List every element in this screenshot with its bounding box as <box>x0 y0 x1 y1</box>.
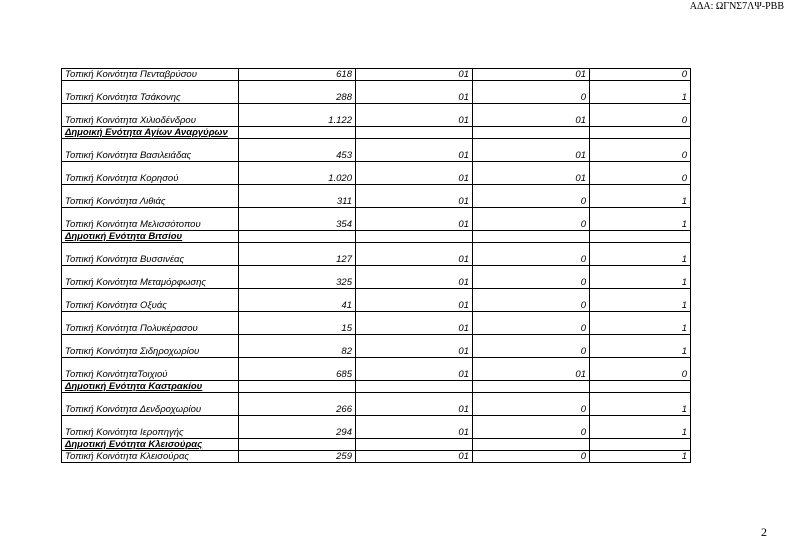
value-cell-5: 1 <box>590 312 691 335</box>
value-cell-5: 0 <box>590 139 691 162</box>
value-cell-5 <box>590 439 691 451</box>
value-cell-5: 0 <box>590 162 691 185</box>
value-cell-3 <box>356 127 473 139</box>
population-cell: 685 <box>239 358 356 381</box>
value-cell-3 <box>356 439 473 451</box>
value-cell-4: 0 <box>473 289 590 312</box>
community-name-cell: Τοπική Κοινότητα Μεταμόρφωσης <box>62 266 239 289</box>
table-row <box>62 312 691 335</box>
table-row <box>62 416 691 439</box>
value-cell-3: 01 <box>356 289 473 312</box>
community-name-cell: Τοπική Κοινότητα Οξυάς <box>62 289 239 312</box>
value-cell-4 <box>473 439 590 451</box>
population-cell <box>239 127 356 139</box>
section-header-row <box>62 231 691 243</box>
population-cell: 325 <box>239 266 356 289</box>
table-row <box>62 185 691 208</box>
community-name-cell: Τοπική Κοινότητα Χιλιοδένδρου <box>62 104 239 127</box>
communities-table <box>61 68 691 463</box>
population-cell: 354 <box>239 208 356 231</box>
value-cell-4: 0 <box>473 208 590 231</box>
table-row <box>62 81 691 104</box>
section-header-row <box>62 381 691 393</box>
population-cell: 288 <box>239 81 356 104</box>
value-cell-5: 1 <box>590 266 691 289</box>
value-cell-4: 0 <box>473 451 590 463</box>
table-row <box>62 266 691 289</box>
community-name-cell: Τοπική Κοινότητα Λιθιάς <box>62 185 239 208</box>
population-cell: 82 <box>239 335 356 358</box>
table-row <box>62 139 691 162</box>
community-name-cell: Τοπική Κοινότητα Πενταβρύσου <box>62 69 239 81</box>
value-cell-4 <box>473 127 590 139</box>
value-cell-4 <box>473 231 590 243</box>
value-cell-5: 1 <box>590 208 691 231</box>
value-cell-5 <box>590 381 691 393</box>
population-cell <box>239 381 356 393</box>
value-cell-3: 01 <box>356 416 473 439</box>
community-name-cell: Τοπική Κοινότητα Μελισσότοπου <box>62 208 239 231</box>
population-cell: 1.122 <box>239 104 356 127</box>
value-cell-5: 1 <box>590 289 691 312</box>
value-cell-3: 01 <box>356 243 473 266</box>
section-title: Δημοτική Ενότητα Καστρακίου <box>62 381 239 393</box>
value-cell-3: 01 <box>356 266 473 289</box>
section-title: Δημοτική Ενότητα Κλεισούρας <box>62 439 239 451</box>
table-row <box>62 289 691 312</box>
value-cell-5: 1 <box>590 393 691 416</box>
population-cell: 266 <box>239 393 356 416</box>
table-row <box>62 451 691 463</box>
population-cell: 311 <box>239 185 356 208</box>
value-cell-3: 01 <box>356 104 473 127</box>
value-cell-4 <box>473 381 590 393</box>
value-cell-5: 1 <box>590 243 691 266</box>
value-cell-4: 0 <box>473 185 590 208</box>
population-cell: 259 <box>239 451 356 463</box>
value-cell-3: 01 <box>356 335 473 358</box>
value-cell-4: 0 <box>473 266 590 289</box>
population-cell: 618 <box>239 69 356 81</box>
table-row <box>62 358 691 381</box>
value-cell-5 <box>590 127 691 139</box>
population-cell: 41 <box>239 289 356 312</box>
table-row <box>62 243 691 266</box>
value-cell-4: 0 <box>473 416 590 439</box>
community-name-cell: Τοπική Κοινότητα Σιδηροχωρίου <box>62 335 239 358</box>
table-row <box>62 69 691 81</box>
table-row <box>62 162 691 185</box>
value-cell-3: 01 <box>356 208 473 231</box>
value-cell-3: 01 <box>356 185 473 208</box>
value-cell-3: 01 <box>356 81 473 104</box>
value-cell-3: 01 <box>356 393 473 416</box>
value-cell-4: 0 <box>473 393 590 416</box>
page-number: 2 <box>761 525 767 539</box>
value-cell-5: 0 <box>590 69 691 81</box>
value-cell-3: 01 <box>356 312 473 335</box>
community-name-cell: Τοπική Κοινότητα Κλεισούρας <box>62 451 239 463</box>
value-cell-5: 1 <box>590 451 691 463</box>
community-name-cell: Τοπική Κοινότητα Κορησού <box>62 162 239 185</box>
community-name-cell: Τοπική Κοινότητα Δενδροχωρίου <box>62 393 239 416</box>
population-cell: 15 <box>239 312 356 335</box>
population-cell: 294 <box>239 416 356 439</box>
value-cell-4: 01 <box>473 358 590 381</box>
value-cell-3: 01 <box>356 358 473 381</box>
value-cell-3: 01 <box>356 139 473 162</box>
value-cell-3: 01 <box>356 162 473 185</box>
population-cell <box>239 231 356 243</box>
value-cell-3 <box>356 231 473 243</box>
value-cell-5: 1 <box>590 335 691 358</box>
value-cell-5: 1 <box>590 81 691 104</box>
value-cell-4: 01 <box>473 139 590 162</box>
population-cell: 127 <box>239 243 356 266</box>
community-name-cell: Τοπική Κοινότητα Βασιλειάδας <box>62 139 239 162</box>
table-row <box>62 104 691 127</box>
section-title: Δημοική Ενότητα Αγίων Αναργύρων <box>62 127 239 139</box>
community-name-cell: Τοπική Κοινότητα Πολυκέρασου <box>62 312 239 335</box>
value-cell-3: 01 <box>356 69 473 81</box>
value-cell-4: 01 <box>473 162 590 185</box>
section-title: Δημοτική Ενότητα Βιτσίου <box>62 231 239 243</box>
section-header-row <box>62 127 691 139</box>
value-cell-4: 0 <box>473 243 590 266</box>
value-cell-3 <box>356 381 473 393</box>
population-cell: 453 <box>239 139 356 162</box>
community-name-cell: Τοπική ΚοινότηταΤοιχιού <box>62 358 239 381</box>
value-cell-5: 1 <box>590 416 691 439</box>
value-cell-3: 01 <box>356 451 473 463</box>
value-cell-4: 0 <box>473 81 590 104</box>
value-cell-4: 0 <box>473 335 590 358</box>
value-cell-4: 01 <box>473 104 590 127</box>
table-row <box>62 335 691 358</box>
community-name-cell: Τοπική Κοινότητα Ιεροπηγής <box>62 416 239 439</box>
communities-table-body <box>62 69 691 463</box>
population-cell <box>239 439 356 451</box>
table-row <box>62 208 691 231</box>
population-cell: 1.020 <box>239 162 356 185</box>
value-cell-5: 1 <box>590 185 691 208</box>
value-cell-4: 0 <box>473 312 590 335</box>
community-name-cell: Τοπική Κοινότητα Τσάκονης <box>62 81 239 104</box>
value-cell-5: 0 <box>590 104 691 127</box>
section-header-row <box>62 439 691 451</box>
value-cell-5 <box>590 231 691 243</box>
ada-code: ΑΔΑ: ΩΓΝΣ7ΛΨ-ΡΒΒ <box>689 1 784 12</box>
value-cell-5: 0 <box>590 358 691 381</box>
value-cell-4: 01 <box>473 69 590 81</box>
table-row <box>62 393 691 416</box>
community-name-cell: Τοπική Κοινότητα Βυσσινέας <box>62 243 239 266</box>
